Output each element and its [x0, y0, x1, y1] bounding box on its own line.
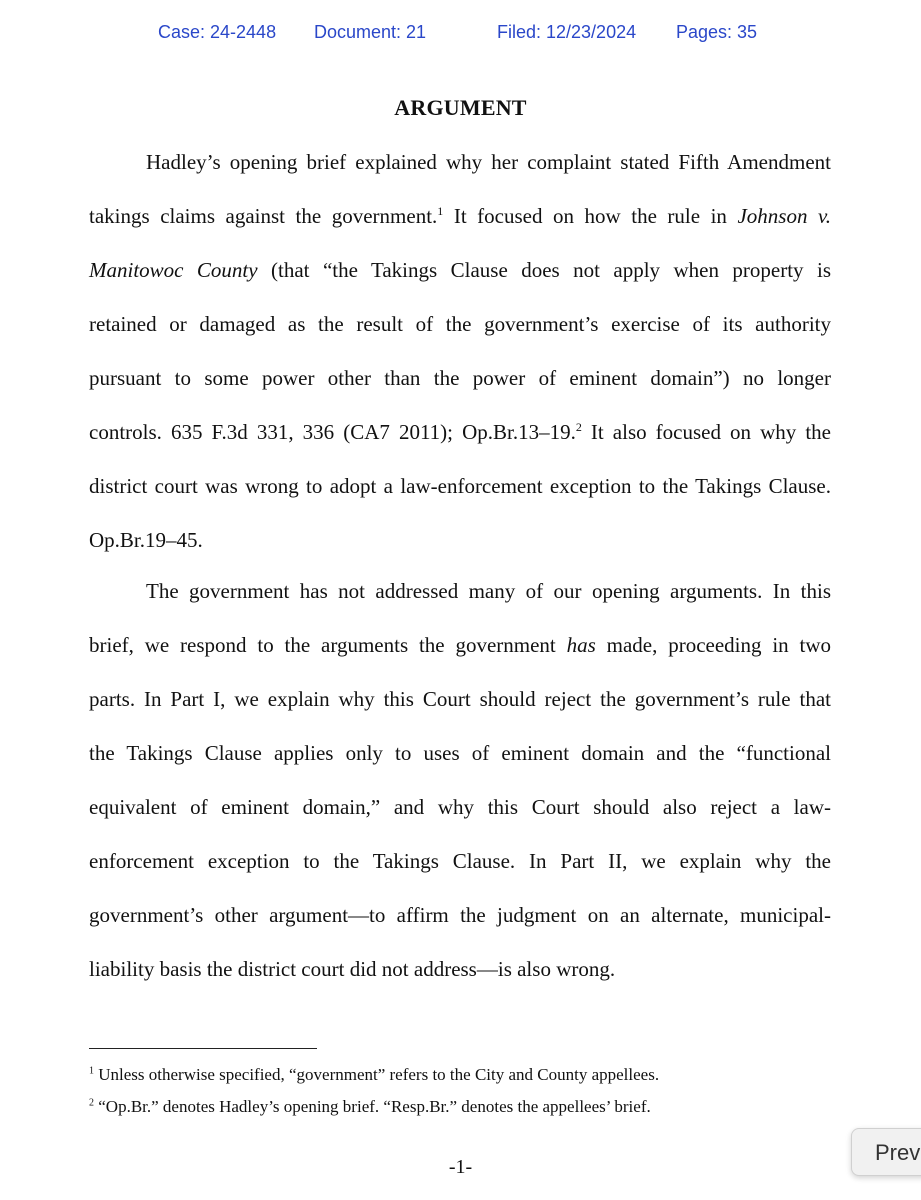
emphasis: has — [566, 633, 596, 657]
document-number: Document: 21 — [314, 22, 427, 42]
paragraph-line: government’s other argument—to affirm the judgment on an alternate, municipal- — [89, 903, 831, 927]
page-count: Pages: 35 — [676, 22, 758, 42]
paragraph-line: Op.Br.19–45. — [89, 528, 203, 552]
paragraph-line: Manitowoc County (that “the Takings Clause does not apply when property is — [89, 258, 831, 282]
paragraph-line: equivalent of eminent domain,” and why this Court should also reject a law- — [89, 795, 831, 819]
paragraph-line: pursuant to some power other than the power of eminent domain”) no longer — [89, 366, 831, 390]
footnote-2: $^2$ “Op.Br.” denotes Hadley’s opening brief. “Resp.Br.” denotes the appellees’ brief. — [89, 1097, 651, 1116]
case-citation: Johnson v. — [737, 204, 832, 228]
paragraph-line: brief, we respond to the arguments the government has made, proceeding in two — [89, 633, 831, 657]
paragraph-line: enforcement exception to the Takings Clause. In Part II, we explain why the — [89, 849, 831, 873]
previous-page-button[interactable]: Prev — [851, 1128, 921, 1176]
section-heading: ARGUMENT — [394, 95, 527, 120]
page-number: -1- — [448, 1156, 473, 1178]
footnote-1: $^1$ Unless otherwise specified, “government” refers to the City and County appellees. — [89, 1065, 660, 1084]
footnote-ref-2[interactable]: 2 — [575, 420, 582, 434]
paragraph-line: takings claims against the government.$^1$ It focused on how the rule in Johnson v. — [89, 204, 832, 228]
case-number: Case: 24-2448 — [158, 22, 277, 42]
paragraph-line: The government has not addressed many of our opening arguments. In this — [146, 579, 831, 603]
paragraph-line: parts. In Part I, we explain why this Court should reject the government’s rule that — [89, 687, 831, 711]
paragraph-line: the Takings Clause applies only to uses of eminent domain and the “functional — [89, 741, 831, 765]
case-citation: Manitowoc County — [89, 258, 258, 282]
case-header — [0, 22, 921, 50]
paragraph-line: district court was wrong to adopt a law-enforcement exception to the Takings Clause. — [89, 474, 831, 498]
footnote-ref-1[interactable]: 1 — [437, 204, 444, 218]
paragraph-line: liability basis the district court did not address—is also wrong. — [89, 957, 616, 981]
paragraph-line: controls. 635 F.3d 331, 336 (CA7 2011); Op.Br.13–19.$^2$ It also focused on why the — [89, 420, 831, 444]
filed-date: Filed: 12/23/2024 — [497, 22, 637, 42]
paragraph-line: Hadley’s opening brief explained why her complaint stated Fifth Amendment — [146, 150, 831, 174]
footnote-separator — [89, 1048, 317, 1049]
paragraph-line: retained or damaged as the result of the government’s exercise of its authority — [89, 312, 831, 336]
